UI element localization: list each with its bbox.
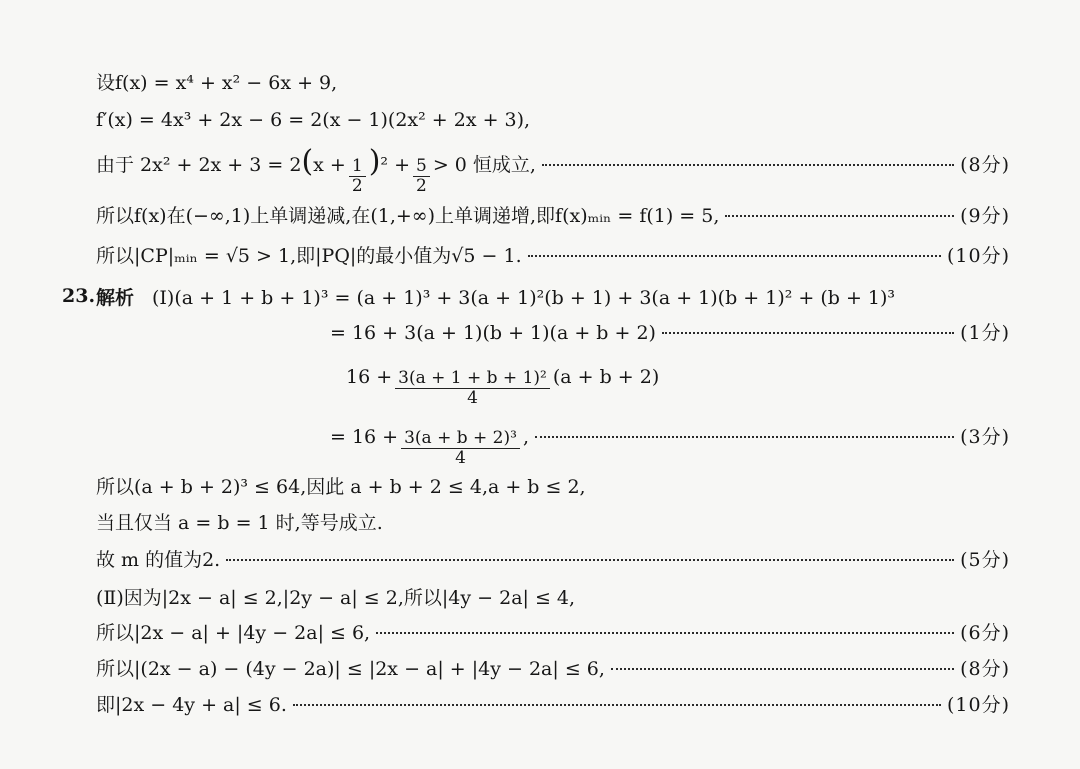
solution-line-14	[96, 620, 1010, 646]
solution-line-16	[96, 692, 1010, 718]
solution-line-2	[96, 107, 1010, 133]
solution-line-1	[96, 70, 1010, 96]
line-text: f′(x) = 4x³ + 2x − 6 = 2(x − 1)(2x² + 2x + 3),	[96, 109, 531, 131]
left-paren: (	[301, 144, 314, 179]
score-label: (9分)	[960, 205, 1010, 227]
fraction-numerator: 3(a + b + 2)³	[401, 429, 520, 449]
fraction-numerator: 3(a + 1 + b + 1)²	[395, 369, 550, 389]
dot-leader	[725, 215, 954, 217]
line-text: 所以f(x)在(−∞,1)上单调递减,在(1,+∞)上单调递增,即f(x)ₘᵢₙ = f(1) = 5,	[96, 205, 720, 227]
line-text: 设f(x) = x⁴ + x² − 6x + 9,	[96, 72, 338, 94]
line-text: 所以|(2x − a) − (4y − 2a)| ≤ |2x − a| + |4y − 2a| ≤ 6,	[96, 658, 605, 680]
line-text: (Ⅰ)(a + 1 + b + 1)³ = (a + 1)³ + 3(a + 1)²(b + 1) + 3(a + 1)(b + 1)² + (b + 1)³	[152, 287, 896, 309]
solution-line-8	[346, 364, 1010, 408]
fraction	[395, 369, 550, 408]
line-text: ,	[522, 426, 529, 448]
dot-leader	[226, 559, 954, 561]
score-label: (3分)	[960, 426, 1010, 448]
line-text: 所以|2x − a| + |4y − 2a| ≤ 6,	[96, 622, 371, 644]
fraction-denominator: 4	[455, 448, 466, 468]
solution-line-7	[330, 320, 1010, 346]
solution-line-13	[96, 585, 1010, 611]
score-label: (5分)	[960, 549, 1010, 571]
line-text: ² +	[380, 154, 410, 176]
line-text: 故 m 的值为2.	[96, 549, 221, 571]
solution-line-10	[96, 474, 1010, 500]
solution-line-9	[330, 424, 1010, 468]
dot-leader	[611, 668, 954, 670]
score-label: (6分)	[960, 622, 1010, 644]
solution-line-6	[96, 285, 1010, 311]
solution-line-5	[96, 243, 1010, 269]
solution-line-12	[96, 547, 1010, 573]
score-label: (8分)	[960, 154, 1010, 176]
score-label: (10分)	[946, 694, 1010, 716]
fraction-denominator: 4	[467, 388, 478, 408]
score-label: (8分)	[960, 658, 1010, 680]
dot-leader	[535, 436, 954, 438]
solution-line-15	[96, 656, 1010, 682]
solution-line-11	[96, 510, 1010, 536]
line-text: 当且仅当 a = b = 1 时,等号成立.	[96, 512, 383, 534]
score-label: (10分)	[946, 245, 1010, 267]
solution-line-4	[96, 203, 1010, 229]
fraction	[349, 157, 366, 196]
score-label: (1分)	[960, 322, 1010, 344]
line-text: = 16 + 3(a + 1)(b + 1)(a + b + 2)	[330, 322, 656, 344]
line-text: (a + b + 2)	[552, 366, 660, 388]
line-text: > 0 恒成立,	[432, 154, 536, 176]
dot-leader	[662, 332, 954, 334]
dot-leader	[293, 704, 941, 706]
analysis-label: 解析	[96, 287, 135, 309]
dot-leader	[542, 164, 954, 166]
fraction	[401, 429, 520, 468]
line-text: (Ⅱ)因为|2x − a| ≤ 2,|2y − a| ≤ 2,所以|4y − 2a| ≤ 4,	[96, 587, 576, 609]
line-text: x +	[313, 154, 346, 176]
line-text: 所以|CP|ₘᵢₙ = √5 > 1,即|PQ|的最小值为√5 − 1.	[96, 245, 522, 267]
line-text: 16 +	[346, 366, 393, 388]
line-text: 即|2x − 4y + a| ≤ 6.	[96, 694, 287, 716]
fraction-denominator: 2	[415, 176, 427, 196]
line-text: 所以(a + b + 2)³ ≤ 64,因此 a + b + 2 ≤ 4,a + b ≤ 2,	[96, 476, 586, 498]
line-text: 由于 2x² + 2x + 3 = 2	[96, 154, 302, 176]
fraction-numerator: 5	[413, 157, 430, 177]
dot-leader	[528, 255, 941, 257]
line-text: = 16 +	[330, 426, 399, 448]
dot-leader	[376, 632, 954, 634]
right-paren: )	[368, 144, 381, 179]
solution-line-3	[96, 144, 1010, 196]
fraction-numerator: 1	[349, 157, 366, 177]
fraction	[413, 157, 430, 196]
question-number: 23.	[62, 285, 96, 307]
fraction-denominator: 2	[351, 176, 363, 196]
